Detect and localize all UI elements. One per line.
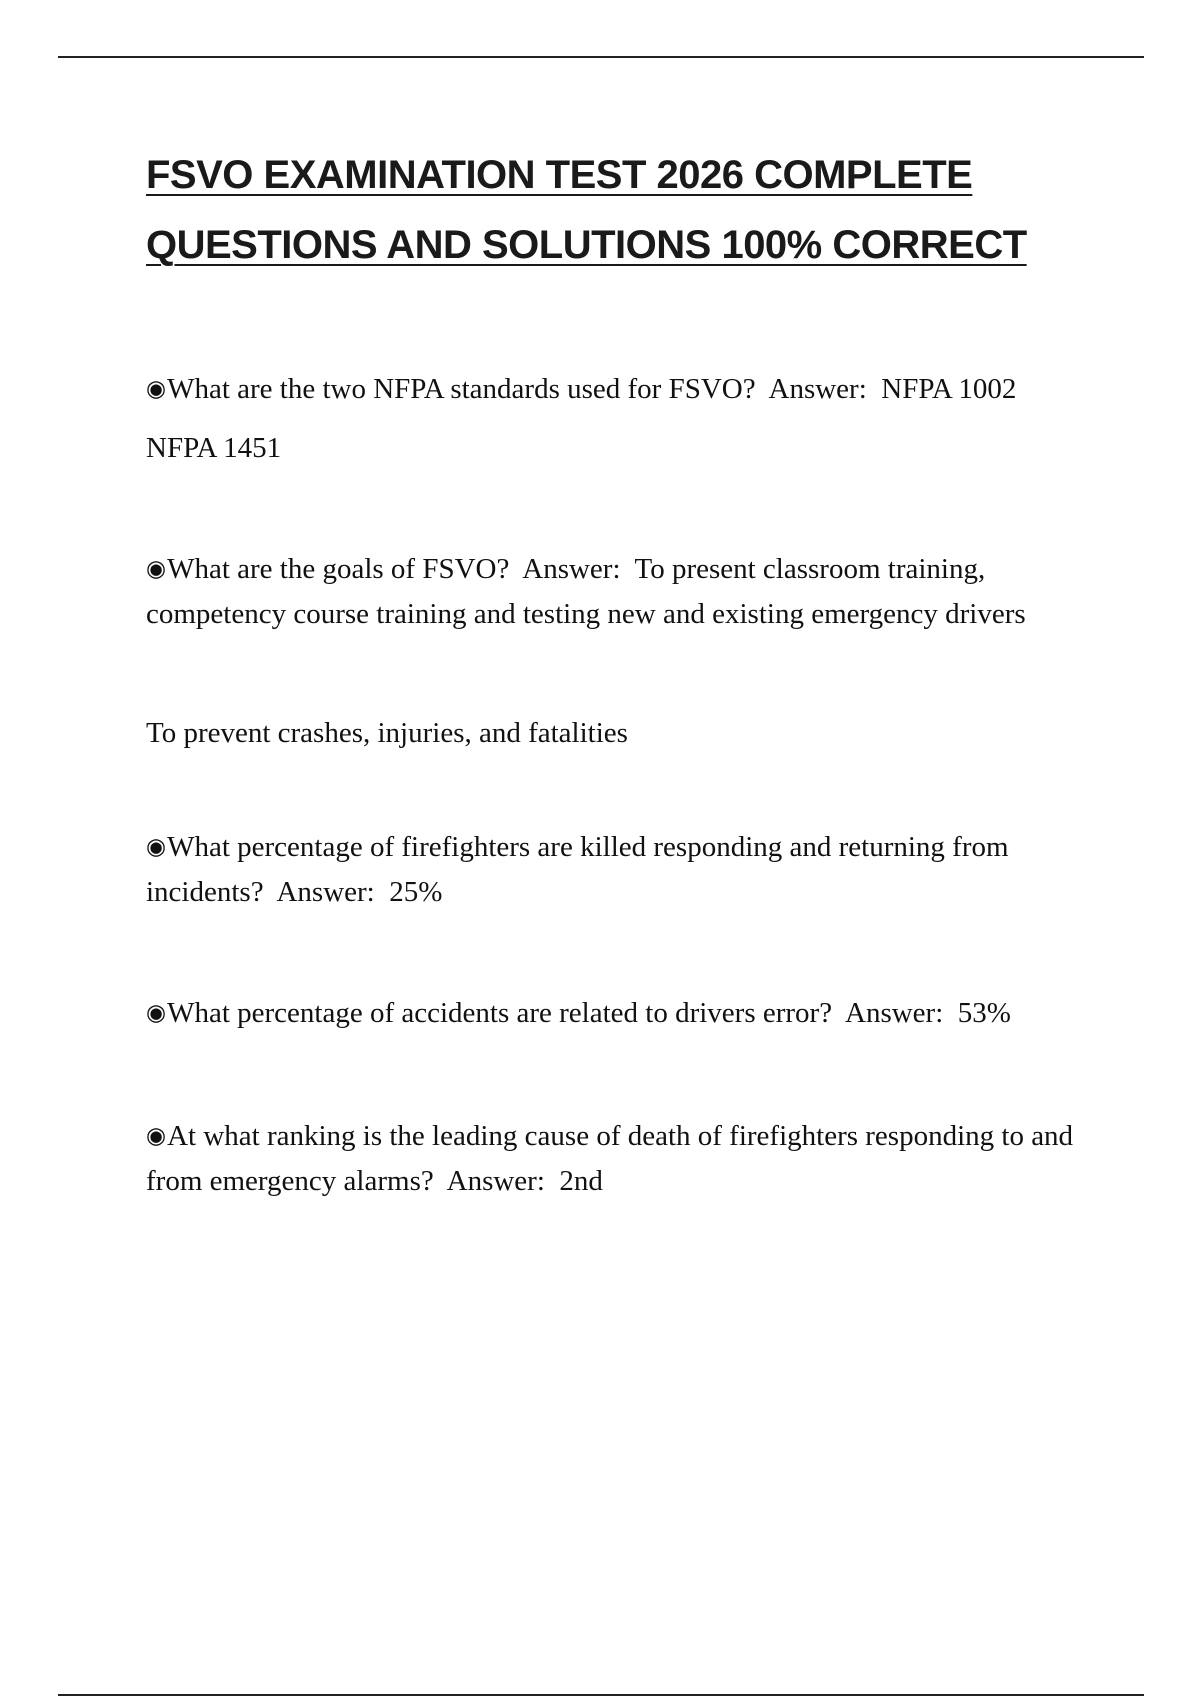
qa-item-2 — [146, 548, 1086, 636]
question-text: What percentage of firefighters are killed responding and returning from incidents? — [146, 831, 1009, 908]
question-text: At what ranking is the leading cause of death of firefighters responding to and from emergency alarms? — [146, 1120, 1074, 1197]
answer-text: 53% — [957, 997, 1011, 1029]
answer-text: NFPA 1002 — [881, 373, 1017, 405]
qa-item-5 — [146, 1115, 1086, 1203]
bullet-icon: ◉ — [146, 556, 167, 582]
answer-continuation: NFPA 1451 — [146, 432, 282, 464]
qa-item-4 — [146, 992, 1086, 1037]
answer-label: Answer: — [845, 997, 944, 1029]
answer-continuation: To prevent crashes, injuries, and fatalities — [146, 717, 628, 749]
answer-label: Answer: — [276, 876, 375, 908]
qa-item-3 — [146, 826, 1086, 914]
question-text: What are the goals of FSVO? — [167, 553, 510, 585]
bullet-icon: ◉ — [146, 834, 167, 860]
bullet-icon: ◉ — [146, 376, 167, 402]
answer-text: 2nd — [559, 1165, 603, 1197]
answer-label: Answer: — [522, 553, 621, 585]
answer-label: Answer: — [768, 373, 867, 405]
bullet-icon: ◉ — [146, 1123, 167, 1149]
top-rule — [58, 56, 1144, 58]
answer-text: 25% — [389, 876, 443, 908]
qa-item-1 — [146, 368, 1086, 413]
bottom-rule — [58, 1694, 1144, 1696]
question-text: What percentage of accidents are related to drivers error? — [167, 997, 833, 1029]
bullet-icon: ◉ — [146, 1000, 167, 1026]
question-text: What are the two NFPA standards used for FSVO? — [167, 373, 756, 405]
answer-text: To present classroom training, competency course training and testing new and existing emergency drivers — [146, 553, 1026, 630]
document-body — [146, 140, 1086, 1203]
answer-label: Answer: — [446, 1165, 545, 1197]
document-title: FSVO EXAMINATION TEST 2026 COMPLETE QUESTIONS AND SOLUTIONS 100% CORRECT — [146, 153, 1027, 267]
